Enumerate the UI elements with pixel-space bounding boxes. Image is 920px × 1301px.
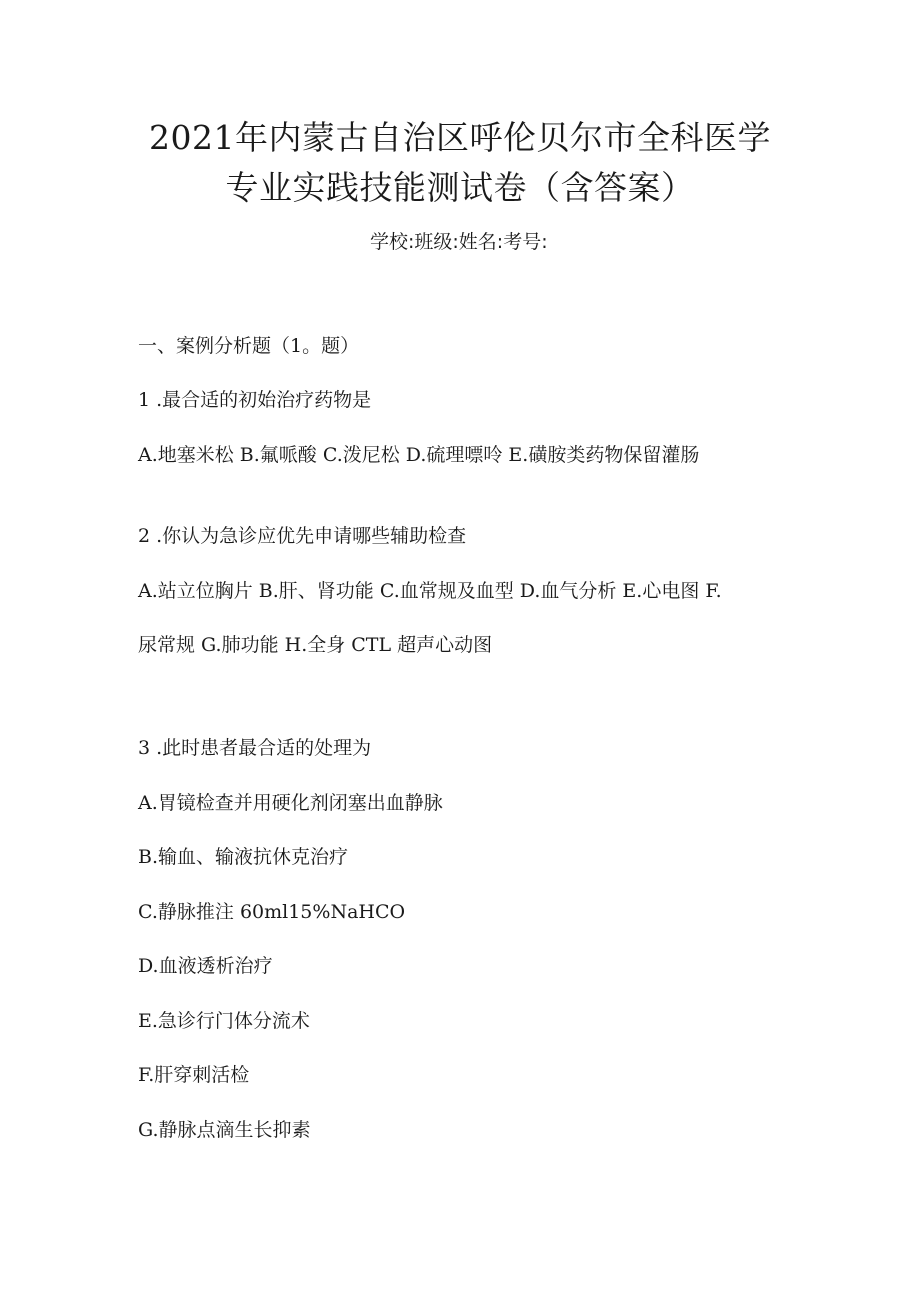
question-2-options-line-1: A.站立位胸片 B.肝、肾功能 C.血常规及血型 D.血气分析 E.心电图 F.	[138, 580, 722, 602]
question-2-stem: 2 .你认为急诊应优先申请哪些辅助检查	[138, 525, 467, 547]
student-info-line: 学校:班级:姓名:考号:	[370, 231, 548, 253]
question-3-option-a: A.胃镜检查并用硬化剂闭塞出血静脉	[138, 792, 443, 814]
question-3-option-g: G.静脉点滴生长抑素	[138, 1119, 311, 1141]
question-3-stem: 3 .此时患者最合适的处理为	[138, 737, 372, 759]
question-3-option-c: C.静脉推注 60ml15%NaHCO	[138, 901, 406, 923]
question-3-option-f: F.肝穿刺活检	[138, 1064, 250, 1086]
question-2-options-line-2: 尿常规 G.肺功能 H.全身 CTL 超声心动图	[138, 634, 493, 656]
document-title-line-2: 专业实践技能测试卷（含答案）	[225, 168, 695, 207]
question-3-option-b: B.输血、输液抗休克治疗	[138, 846, 349, 868]
question-3-option-e: E.急诊行门体分流术	[138, 1010, 310, 1032]
question-1-stem: 1 .最合适的初始治疗药物是	[138, 389, 372, 411]
section-heading: 一、案例分析题（1。题）	[138, 335, 360, 357]
question-1-options: A.地塞米松 B.氟哌酸 C.泼尼松 D.硫理嘌呤 E.磺胺类药物保留灌肠	[138, 444, 700, 466]
document-title-line-1: 2021年内蒙古自治区呼伦贝尔市全科医学	[149, 118, 771, 157]
question-3-option-d: D.血液透析治疗	[138, 955, 273, 977]
